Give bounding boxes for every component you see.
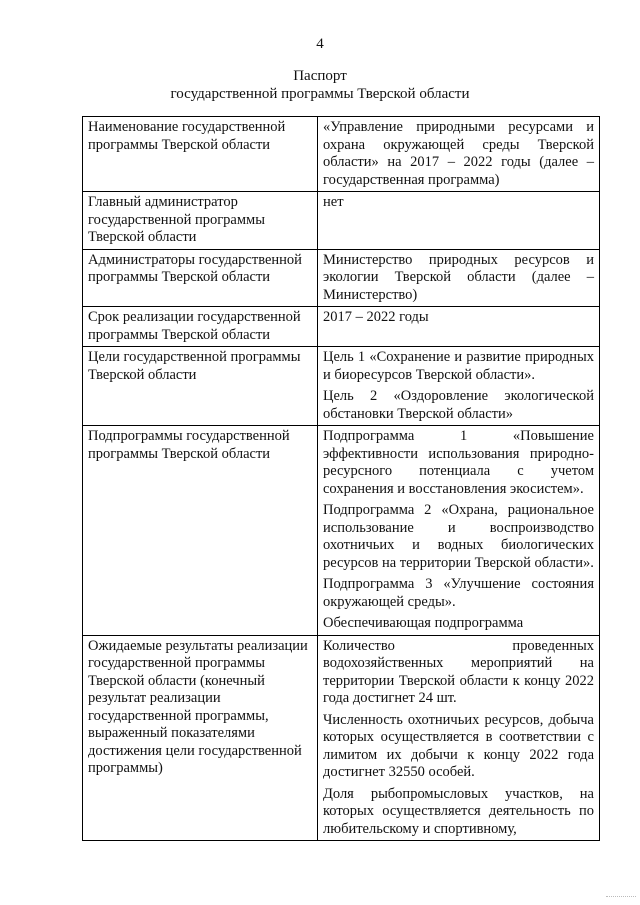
row-paragraph: Министерство природных ресурсов и экологии Тверской области (далее – Министерство) xyxy=(323,251,594,303)
row-label: Ожидаемые результаты реализации государственной программы Тверской области (конечный результат реализации государственной программы, выраженный показателями достижения цели государственной программы) xyxy=(83,635,318,841)
scan-speck xyxy=(606,896,636,899)
row-label: Наименование государственной программы Тверской области xyxy=(83,117,318,192)
table-row xyxy=(83,426,600,636)
row-paragraph: Подпрограмма 1 «Повышение эффективности использования природно-ресурсного потенциала с учетом сохранения и восстановления экосистем». xyxy=(323,428,594,497)
table-row xyxy=(83,307,600,347)
table-row xyxy=(83,117,600,192)
title-line-1: Паспорт xyxy=(293,68,347,84)
row-label: Срок реализации государственной программы Тверской области xyxy=(83,307,318,347)
row-label: Цели государственной программы Тверской области xyxy=(83,347,318,426)
row-paragraph: Количество проведенных водохозяйственных мероприятий на территории Тверской области к концу 2022 года достигнет 24 шт. xyxy=(323,637,594,706)
row-paragraph: Подпрограмма 2 «Охрана, рациональное использование и воспроизводство охотничьих и водных биологических ресурсов на территории Тверской области». xyxy=(323,502,594,571)
passport-table xyxy=(82,116,600,841)
row-paragraph: Подпрограмма 3 «Улучшение состояния окружающей среды». xyxy=(323,576,594,610)
table-row xyxy=(83,635,600,841)
row-value xyxy=(318,635,600,841)
row-paragraph: Численность охотничьих ресурсов, добыча которых осуществляется в соответствии с лимитом их добычи к концу 2022 года достигнет 32550 особей. xyxy=(323,711,594,780)
row-paragraph: «Управление природными ресурсами и охрана окружающей среды Тверской области» на 2017 – 2022 годы (далее – государственная программа) xyxy=(323,119,594,188)
title-line-2: государственной программы Тверской области xyxy=(170,86,470,102)
table-row xyxy=(83,347,600,426)
row-value xyxy=(318,117,600,192)
row-label: Подпрограммы государственной программы Тверской области xyxy=(83,426,318,636)
row-value xyxy=(318,307,600,347)
row-value xyxy=(318,426,600,636)
row-value xyxy=(318,347,600,426)
row-value xyxy=(318,192,600,250)
row-paragraph: нет xyxy=(323,194,344,210)
page-number: 4 xyxy=(316,36,324,52)
row-label: Администраторы государственной программы Тверской области xyxy=(83,249,318,307)
row-paragraph: Цель 2 «Оздоровление экологической обстановки Тверской области» xyxy=(323,388,594,422)
document-title xyxy=(0,67,640,103)
row-paragraph: Доля рыбопромысловых участков, на которых осуществляется деятельность по любительскому и спортивному, xyxy=(323,785,594,837)
row-label: Главный администратор государственной программы Тверской области xyxy=(83,192,318,250)
table-row xyxy=(83,249,600,307)
row-paragraph: Обеспечивающая подпрограмма xyxy=(323,615,524,631)
table-row xyxy=(83,192,600,250)
row-value xyxy=(318,249,600,307)
row-paragraph: 2017 – 2022 годы xyxy=(323,309,429,325)
row-paragraph: Цель 1 «Сохранение и развитие природных и биоресурсов Тверской области». xyxy=(323,349,594,383)
